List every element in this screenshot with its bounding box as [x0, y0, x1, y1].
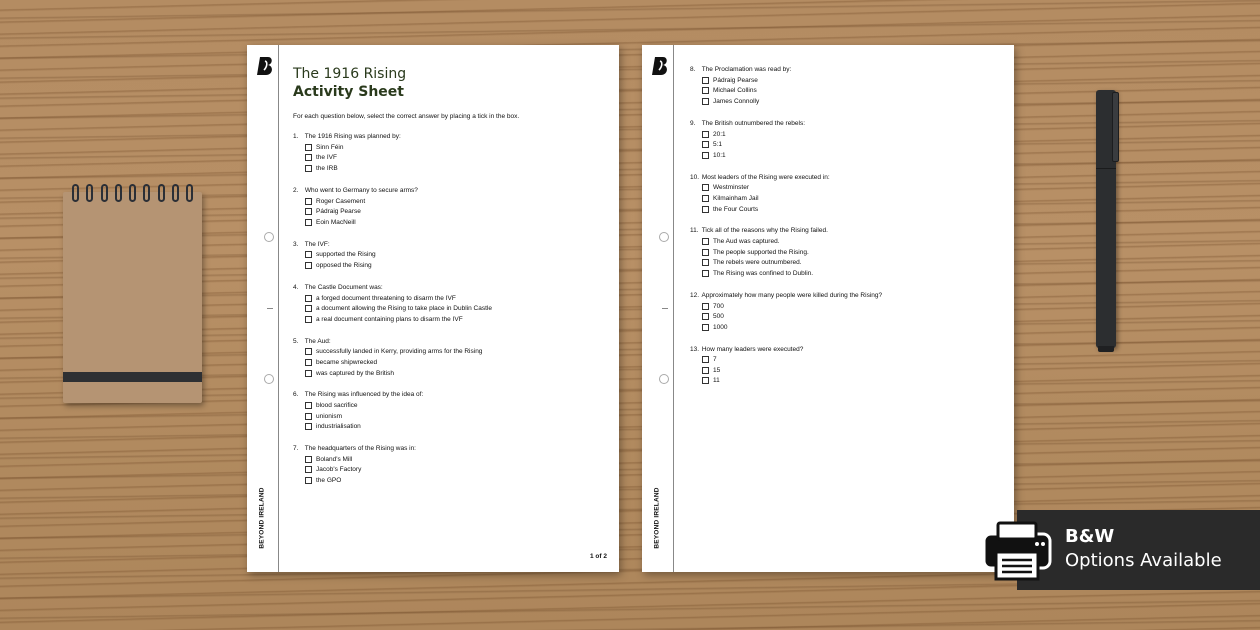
checkbox[interactable] — [702, 98, 709, 105]
answer-option[interactable] — [305, 206, 603, 217]
checkbox[interactable] — [305, 295, 312, 302]
question-number: 5. — [293, 337, 299, 345]
question-number: 8. — [690, 66, 696, 73]
question-label: The British outnumbered the rebels: — [701, 119, 806, 127]
question-label: The 1916 Rising was planned by: — [304, 133, 401, 140]
answer-option[interactable] — [702, 129, 998, 140]
answer-option[interactable] — [305, 250, 603, 261]
option-label: Jacob's Factory — [316, 466, 362, 474]
checkbox[interactable] — [305, 456, 312, 463]
checkbox[interactable] — [702, 131, 709, 138]
question-text — [690, 291, 998, 301]
answer-option[interactable] — [305, 260, 603, 271]
option-label: Sinn Féin — [316, 143, 344, 151]
option-label: successfully landed in Kerry, providing arms for the Rising — [316, 348, 483, 356]
question — [293, 186, 603, 228]
option-label: The Rising was confined to Dublin. — [713, 269, 814, 277]
checkbox[interactable] — [702, 313, 709, 320]
checkbox[interactable] — [305, 316, 312, 323]
page-title: The 1916 Rising — [293, 66, 407, 82]
question — [293, 132, 603, 174]
question — [690, 119, 998, 161]
answer-option[interactable] — [305, 454, 603, 465]
question-label: The Rising was influenced by the idea of: — [304, 391, 424, 399]
checkbox[interactable] — [702, 249, 709, 256]
option-label: 20:1 — [713, 130, 726, 138]
checkbox[interactable] — [305, 198, 312, 205]
answer-option[interactable] — [305, 153, 603, 164]
answer-option[interactable] — [702, 365, 998, 376]
answer-option[interactable] — [702, 139, 998, 150]
fold-mark — [267, 308, 273, 309]
question-label: The headquarters of the Rising was in: — [304, 445, 416, 453]
instructions: For each question below, select the correct answer by placing a tick in the box. — [293, 113, 520, 120]
option-label: Boland's Mill — [316, 455, 353, 463]
option-label: a real document containing plans to disarm the IVF — [316, 315, 463, 323]
checkbox[interactable] — [702, 152, 709, 159]
answer-option[interactable] — [702, 376, 998, 387]
answer-option[interactable] — [305, 196, 603, 207]
answer-option[interactable] — [305, 303, 603, 314]
question — [690, 173, 998, 215]
punch-hole — [264, 232, 274, 242]
option-label: opposed the Rising — [316, 261, 372, 269]
question-number: 1. — [293, 133, 299, 140]
option-label: the IRB — [316, 164, 338, 172]
option-label: blood sacrifice — [316, 402, 358, 410]
question-text — [690, 65, 998, 75]
fold-mark — [662, 308, 668, 309]
printer-icon — [982, 520, 1052, 582]
answer-option[interactable] — [305, 142, 603, 153]
question — [293, 283, 603, 325]
page-subtitle: Activity Sheet — [293, 84, 404, 100]
pen-prop — [1096, 90, 1116, 348]
option-label: a forged document threatening to disarm the IVF — [316, 294, 456, 302]
checkbox[interactable] — [305, 413, 312, 420]
answer-option[interactable] — [702, 311, 998, 322]
notepad-prop — [63, 192, 202, 403]
question-text — [690, 173, 998, 183]
answer-option[interactable] — [305, 314, 603, 325]
option-label: Roger Casement — [316, 197, 366, 205]
checkbox[interactable] — [702, 377, 709, 384]
question-number: 2. — [293, 186, 299, 194]
option-label: The people supported the Rising. — [713, 248, 809, 256]
question-number: 12. — [690, 291, 700, 299]
badge-title: B&W — [1065, 526, 1115, 547]
option-label: Pádraig Pearse — [316, 208, 361, 216]
question-number: 9. — [690, 119, 696, 127]
checkbox[interactable] — [305, 305, 312, 312]
question-number: 10. — [690, 173, 700, 181]
question-text — [293, 283, 603, 293]
answer-option[interactable] — [702, 204, 998, 215]
question-number: 4. — [293, 283, 299, 291]
checkbox[interactable] — [702, 77, 709, 84]
answer-option[interactable] — [702, 301, 998, 312]
answer-option[interactable] — [305, 465, 603, 476]
checkbox[interactable] — [702, 367, 709, 374]
question — [293, 444, 603, 486]
question-label: Approximately how many people were killed during the Rising? — [701, 291, 883, 299]
answer-option[interactable] — [702, 193, 998, 204]
answer-option[interactable] — [305, 411, 603, 422]
punch-hole — [659, 232, 669, 242]
checkbox[interactable] — [702, 259, 709, 266]
question — [293, 390, 603, 432]
option-label: Kilmainham Jail — [713, 194, 759, 202]
answer-option[interactable] — [702, 247, 998, 258]
question — [690, 65, 998, 107]
checkbox[interactable] — [702, 303, 709, 310]
question-label: The Castle Document was: — [304, 283, 383, 291]
question-number: 13. — [690, 345, 700, 353]
sheet-content — [690, 65, 998, 386]
question — [690, 345, 998, 387]
question-text — [293, 186, 603, 196]
option-label: James Connolly — [713, 97, 760, 105]
question-label: The IVF: — [304, 240, 330, 248]
answer-option[interactable] — [305, 347, 603, 358]
page-number: 1 of 2 — [590, 553, 607, 560]
answer-option[interactable] — [702, 236, 998, 247]
checkbox[interactable] — [305, 208, 312, 215]
question — [690, 226, 998, 278]
checkbox[interactable] — [702, 206, 709, 213]
question-text — [293, 240, 603, 250]
answer-option[interactable] — [305, 368, 603, 379]
checkbox[interactable] — [305, 348, 312, 355]
option-label: 5:1 — [713, 141, 723, 149]
sheet-content — [293, 45, 603, 486]
question-text — [293, 337, 603, 347]
answer-option[interactable] — [702, 150, 998, 161]
option-label: the GPO — [316, 477, 342, 485]
option-label: Michael Collins — [713, 87, 757, 95]
answer-option[interactable] — [305, 217, 603, 228]
question-text — [293, 132, 603, 142]
checkbox[interactable] — [702, 324, 709, 331]
margin-line — [673, 45, 674, 572]
option-label: unionism — [316, 412, 343, 420]
answer-option[interactable] — [305, 163, 603, 174]
checkbox[interactable] — [702, 238, 709, 245]
activity-sheet-page-1 — [247, 45, 619, 572]
answer-option[interactable] — [305, 357, 603, 368]
question-number: 7. — [293, 445, 299, 453]
answer-option[interactable] — [702, 183, 998, 194]
option-label: 15 — [713, 366, 721, 374]
option-label: 500 — [713, 313, 724, 321]
checkbox[interactable] — [702, 195, 709, 202]
answer-option[interactable] — [305, 422, 603, 433]
option-label: a document allowing the Rising to take place in Dublin Castle — [316, 305, 492, 313]
question-number: 3. — [293, 240, 299, 248]
question-number: 11. — [690, 227, 699, 235]
checkbox[interactable] — [305, 154, 312, 161]
option-label: 11 — [713, 377, 720, 385]
checkbox[interactable] — [702, 87, 709, 94]
option-label: the Four Courts — [713, 205, 759, 213]
option-label: Pádraig Pearse — [713, 76, 758, 84]
option-label: was captured by the British — [316, 369, 395, 377]
question-label: Who went to Germany to secure arms? — [304, 186, 418, 194]
question-label: Tick all of the reasons why the Rising failed. — [701, 227, 828, 235]
answer-option[interactable] — [305, 400, 603, 411]
option-label: industrialisation — [316, 423, 361, 431]
option-label: the IVF — [316, 154, 337, 162]
activity-sheet-page-2 — [642, 45, 1014, 572]
question-text — [293, 390, 603, 400]
question — [293, 240, 603, 271]
answer-option[interactable] — [305, 293, 603, 304]
checkbox[interactable] — [305, 165, 312, 172]
checkbox[interactable] — [305, 423, 312, 430]
checkbox[interactable] — [702, 141, 709, 148]
option-label: The Aud was captured. — [713, 238, 780, 246]
question — [293, 337, 603, 379]
question-text — [690, 226, 998, 236]
pen-clip — [1112, 92, 1119, 162]
checkbox[interactable] — [305, 466, 312, 473]
checkbox[interactable] — [305, 262, 312, 269]
punch-hole — [659, 374, 669, 384]
question-label: Most leaders of the Rising were executed in: — [701, 173, 830, 181]
checkbox[interactable] — [305, 477, 312, 484]
question — [690, 291, 998, 333]
checkbox[interactable] — [305, 370, 312, 377]
checkbox[interactable] — [702, 356, 709, 363]
brand-label: BEYOND IRELAND — [258, 487, 266, 549]
option-label: Eoin MacNeill — [316, 218, 356, 226]
margin-line — [278, 45, 279, 572]
logo-icon — [256, 55, 274, 77]
checkbox[interactable] — [305, 402, 312, 409]
checkbox[interactable] — [702, 270, 709, 277]
answer-option[interactable] — [702, 322, 998, 333]
answer-option[interactable] — [702, 355, 998, 366]
checkbox[interactable] — [305, 144, 312, 151]
answer-option[interactable] — [305, 475, 603, 486]
option-label: 1000 — [713, 323, 728, 331]
checkbox[interactable] — [702, 184, 709, 191]
checkbox[interactable] — [305, 359, 312, 366]
option-label: supported the Rising — [316, 251, 376, 259]
answer-option[interactable] — [702, 86, 998, 97]
question-label: The Aud: — [304, 337, 331, 345]
pen-tip — [1098, 346, 1114, 352]
checkbox[interactable] — [305, 219, 312, 226]
brand-label: BEYOND IRELAND — [653, 487, 661, 549]
logo-icon — [651, 55, 669, 77]
badge-subtitle: Options Available — [1065, 550, 1222, 571]
answer-option[interactable] — [702, 258, 998, 269]
answer-option[interactable] — [702, 268, 998, 279]
option-label: 700 — [713, 302, 724, 310]
question-text — [690, 345, 998, 355]
answer-option[interactable] — [702, 96, 998, 107]
question-text — [293, 444, 603, 454]
option-label: 10:1 — [713, 151, 726, 159]
spiral-rings — [72, 184, 193, 204]
option-label: The rebels were outnumbered. — [713, 259, 802, 267]
option-label: 7 — [713, 356, 717, 364]
checkbox[interactable] — [305, 251, 312, 258]
answer-option[interactable] — [702, 75, 998, 86]
bw-options-badge — [1017, 510, 1260, 590]
elastic-band — [63, 372, 202, 382]
question-text — [690, 119, 998, 129]
question-label: How many leaders were executed? — [701, 345, 804, 353]
option-label: Westminster — [713, 184, 749, 192]
punch-hole — [264, 374, 274, 384]
question-label: The Proclamation was read by: — [701, 66, 792, 73]
option-label: became shipwrecked — [316, 358, 378, 366]
question-number: 6. — [293, 391, 299, 399]
